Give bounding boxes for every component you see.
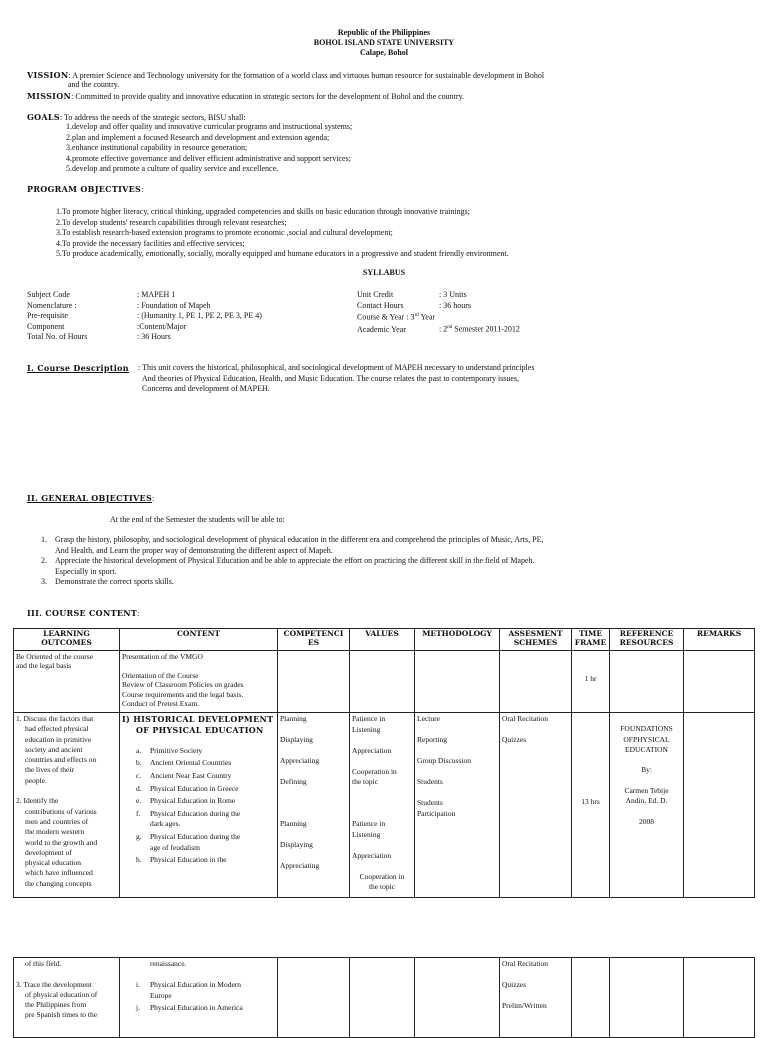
table-row [14,958,755,1038]
field-label: Nomenclature : [27,300,77,310]
general-objectives-label: II. GENERAL OBJECTIVES [27,493,153,503]
field-value: : Foundation of Mapeh [137,300,211,310]
field-value: Semester 2011-2012 [452,324,520,334]
cell-content: I) HISTORICAL DEVELOPMENT OF PHYSICAL EDUCATION a. Primitive Society b. Ancient Oriental Countries c. Ancient Near East Country d. Physical Education in Greece e. Physical Education in Rome f. Physical Education during the dark ages. g. Physical Education during the age of feudalism h. Physical Education in the [120,713,278,898]
course-content-heading [27,608,139,619]
header-reference: REFERENCE RESOURCES [610,629,684,651]
field-value: Year [418,312,436,322]
vision-cont: and the country. [68,80,120,89]
general-objectives-list [41,535,543,588]
republic-line: Republic of the Philippines [337,28,431,37]
goal-item: 2.plan and implement a focused Research and development and extension agenda; [66,132,330,142]
cell-assessment: Oral Recitation Quizzes Prelim/Written [500,958,572,1038]
description-line: And theories of Physical Education, Health, and Music Education. The course relates the past to contemporary issues, [142,373,520,383]
header-methodology: METHODOLOGY [415,629,500,651]
goal-item: 4.promote effective governance and deliver efficient administrative and support services; [66,153,351,163]
field-label: Total No. of Hours [27,332,88,341]
header-content: CONTENT [120,629,278,651]
cell-competencies [278,958,350,1038]
cell-values [350,651,415,713]
program-objectives-list [56,207,509,260]
superscript: rd [414,313,419,318]
header-values: VALUES [350,629,415,651]
goal-item: 3.enhance institutional capability in resource generation; [66,143,248,152]
description-line: Concerns and development of MAPEH. [142,384,270,393]
program-objectives-label: PROGRAM OBJECTIVES [27,184,142,194]
field-value: : 2 [439,324,448,334]
objective-item: 4.To provide the necessary facilities and effective services; [56,238,245,248]
general-objectives-heading [27,493,154,504]
table-row [14,713,755,898]
header-remarks: REMARKS [684,629,755,651]
course-description-text [138,363,534,395]
cell-remarks [684,713,755,898]
field-label: Course & Year : 3 [357,312,415,322]
item-text: Especially in sport. [55,566,117,576]
item-number: 1. [41,535,47,544]
cell-content: renaissance. i. Physical Education in Modern Europe j. Physical Education in America [120,958,278,1038]
objective-item: 1.To promote higher literacy, critical thinking, upgraded competencies and skills on basic education through innovative trainings; [56,207,470,216]
goals-intro: : To address the needs of the strategic sectors, BISU shall: [59,113,246,122]
item-text: And Health, and Learn the proper way of demonstrating the different aspect of Mapeh. [55,545,333,555]
mission-text: : Committed to provide quality and innovative education in strategic sectors for the development of Bohol and the country. [71,92,465,101]
item-number: 3. [41,577,47,586]
field-label: Academic Year [357,324,406,334]
mission-label: MISSION [27,91,72,101]
campus-line: Calape, Bohol [359,48,408,57]
description-line: : This unit covers the historical, philosophical, and sociological development of MAPEH necessary to understand principles [138,363,535,372]
syllabus-title: SYLLABUS [362,268,406,277]
cell-methodology [415,958,500,1038]
field-value: : 3 Units [439,290,467,299]
objective-item: 2.To develop students' research capabilities through relevant researches; [56,217,287,227]
cell-values [350,958,415,1038]
header-assessment: ASSESMENT SCHEMES [500,629,572,651]
item-text: Demonstrate the correct sports skills. [55,577,174,586]
goals-label: GOALS [27,112,60,122]
objective-item: 3.To establish research-based extension programs to promote economic ,social and cultural development; [56,228,393,237]
colon: : [152,494,155,503]
objective-item: 5.To produce academically, emotionally, socially, morally equipped and humane educators in a progressive and student friendly environment. [56,249,509,258]
item-number: 2. [41,556,47,565]
syllabus-right [357,290,520,335]
table-header-row [14,629,755,651]
course-content-table-continued [13,957,755,1038]
field-label: Component [27,321,65,331]
mission [27,91,464,102]
general-objectives-intro: At the end of the Semester the students will be able to: [110,515,285,524]
field-value: : (Humanity 1, PE 1, PE 2, PE 3, PE 4) [137,311,262,320]
university-name: BOHOL ISLAND STATE UNIVERSITY [313,38,455,47]
table-row [14,651,755,713]
field-label: Contact Hours [357,300,404,310]
goal-item: 5.develop and promote a culture of quality service and excellence. [66,164,279,173]
cell-values: Patience in Listening Appreciation Cooperation in the topic Patience in Listening Appreciation Cooperation in the topic [350,713,415,898]
cell-competencies: Planning Displaying Appreciating Defining Planning Displaying Appreciating [278,713,350,898]
superscript: nd [447,325,453,331]
cell-assessment [500,651,572,713]
cell-time: 1 hr [572,651,610,713]
header-competencies: COMPETENCI ES [278,629,350,651]
cell-assessment: Oral Recitation Quizzes [500,713,572,898]
course-content-table [13,628,755,898]
field-value: : 36 hours [439,300,471,310]
item-text: Appreciate the historical development of Physical Education and be able to appreciate the effort on practicing the different skill in the field of Mapeh. [55,556,535,565]
cell-reference: FOUNDATIONS OFPHYSICAL EDUCATION By: Carmen Tebije Andin, Ed. D. 2008 [610,713,684,898]
colon: : [141,185,144,194]
colon: : [137,609,140,618]
cell-outcomes: 1. Discuss the factors that had effected physical education in primitive society and ancient countries and effects on the lives of their people. 2. Identify the contributions of various men and countries of the modern western world to the growth and development of physical education which have influenced the changing concepts [14,713,120,898]
goals-list [66,122,352,175]
field-value: : MAPEH 1 [137,290,176,299]
course-description-label: I. Course Description [27,363,129,373]
cell-reference [610,651,684,713]
cell-remarks [684,651,755,713]
cell-remarks [684,958,755,1038]
program-objectives-heading [27,184,143,195]
header-time-frame: TIME FRAME [572,629,610,651]
cell-methodology: Lecture Reporting Group Discussion Students Students Participation [415,713,500,898]
cell-reference [610,958,684,1038]
cell-content: Presentation of the VMGO Orientation of the Course Review of Classroom Policies on grades Course requirements and the legal basis. Conduct of Pretest Exam. [120,651,278,713]
field-label: Unit Credit [357,290,394,299]
vision-text: : A premier Science and Technology university for the formation of a world class and virtuous human resource for sustainable development in Bohol [68,71,545,80]
field-label: Subject Code [27,290,70,299]
field-label: Pre-requisite [27,311,68,320]
field-value: : 36 Hours [137,332,171,341]
goal-item: 1.develop and offer quality and innovative curricular programs and instructional systems; [66,122,353,131]
field-value: :Content/Major [137,321,187,331]
cell-methodology [415,651,500,713]
cell-time [572,958,610,1038]
cell-outcomes: of this field. 3. Trace the development of physical education of the Philippines from pre Spanish times to the [14,958,120,1038]
vision-label: VISSION [27,70,69,80]
cell-outcomes: Be Oriented of the course and the legal basis [14,651,120,713]
item-text: Grasp the history, philosophy, and sociological development of physical education in the different era and comprehend the principles of Music, Arts, PE, [55,535,544,544]
syllabus-left [27,290,262,343]
cell-time: 13 hrs [572,713,610,898]
course-content-label: III. COURSE CONTENT [27,608,138,618]
header-learning-outcomes: LEARNING OUTCOMES [14,629,120,651]
cell-competencies [278,651,350,713]
